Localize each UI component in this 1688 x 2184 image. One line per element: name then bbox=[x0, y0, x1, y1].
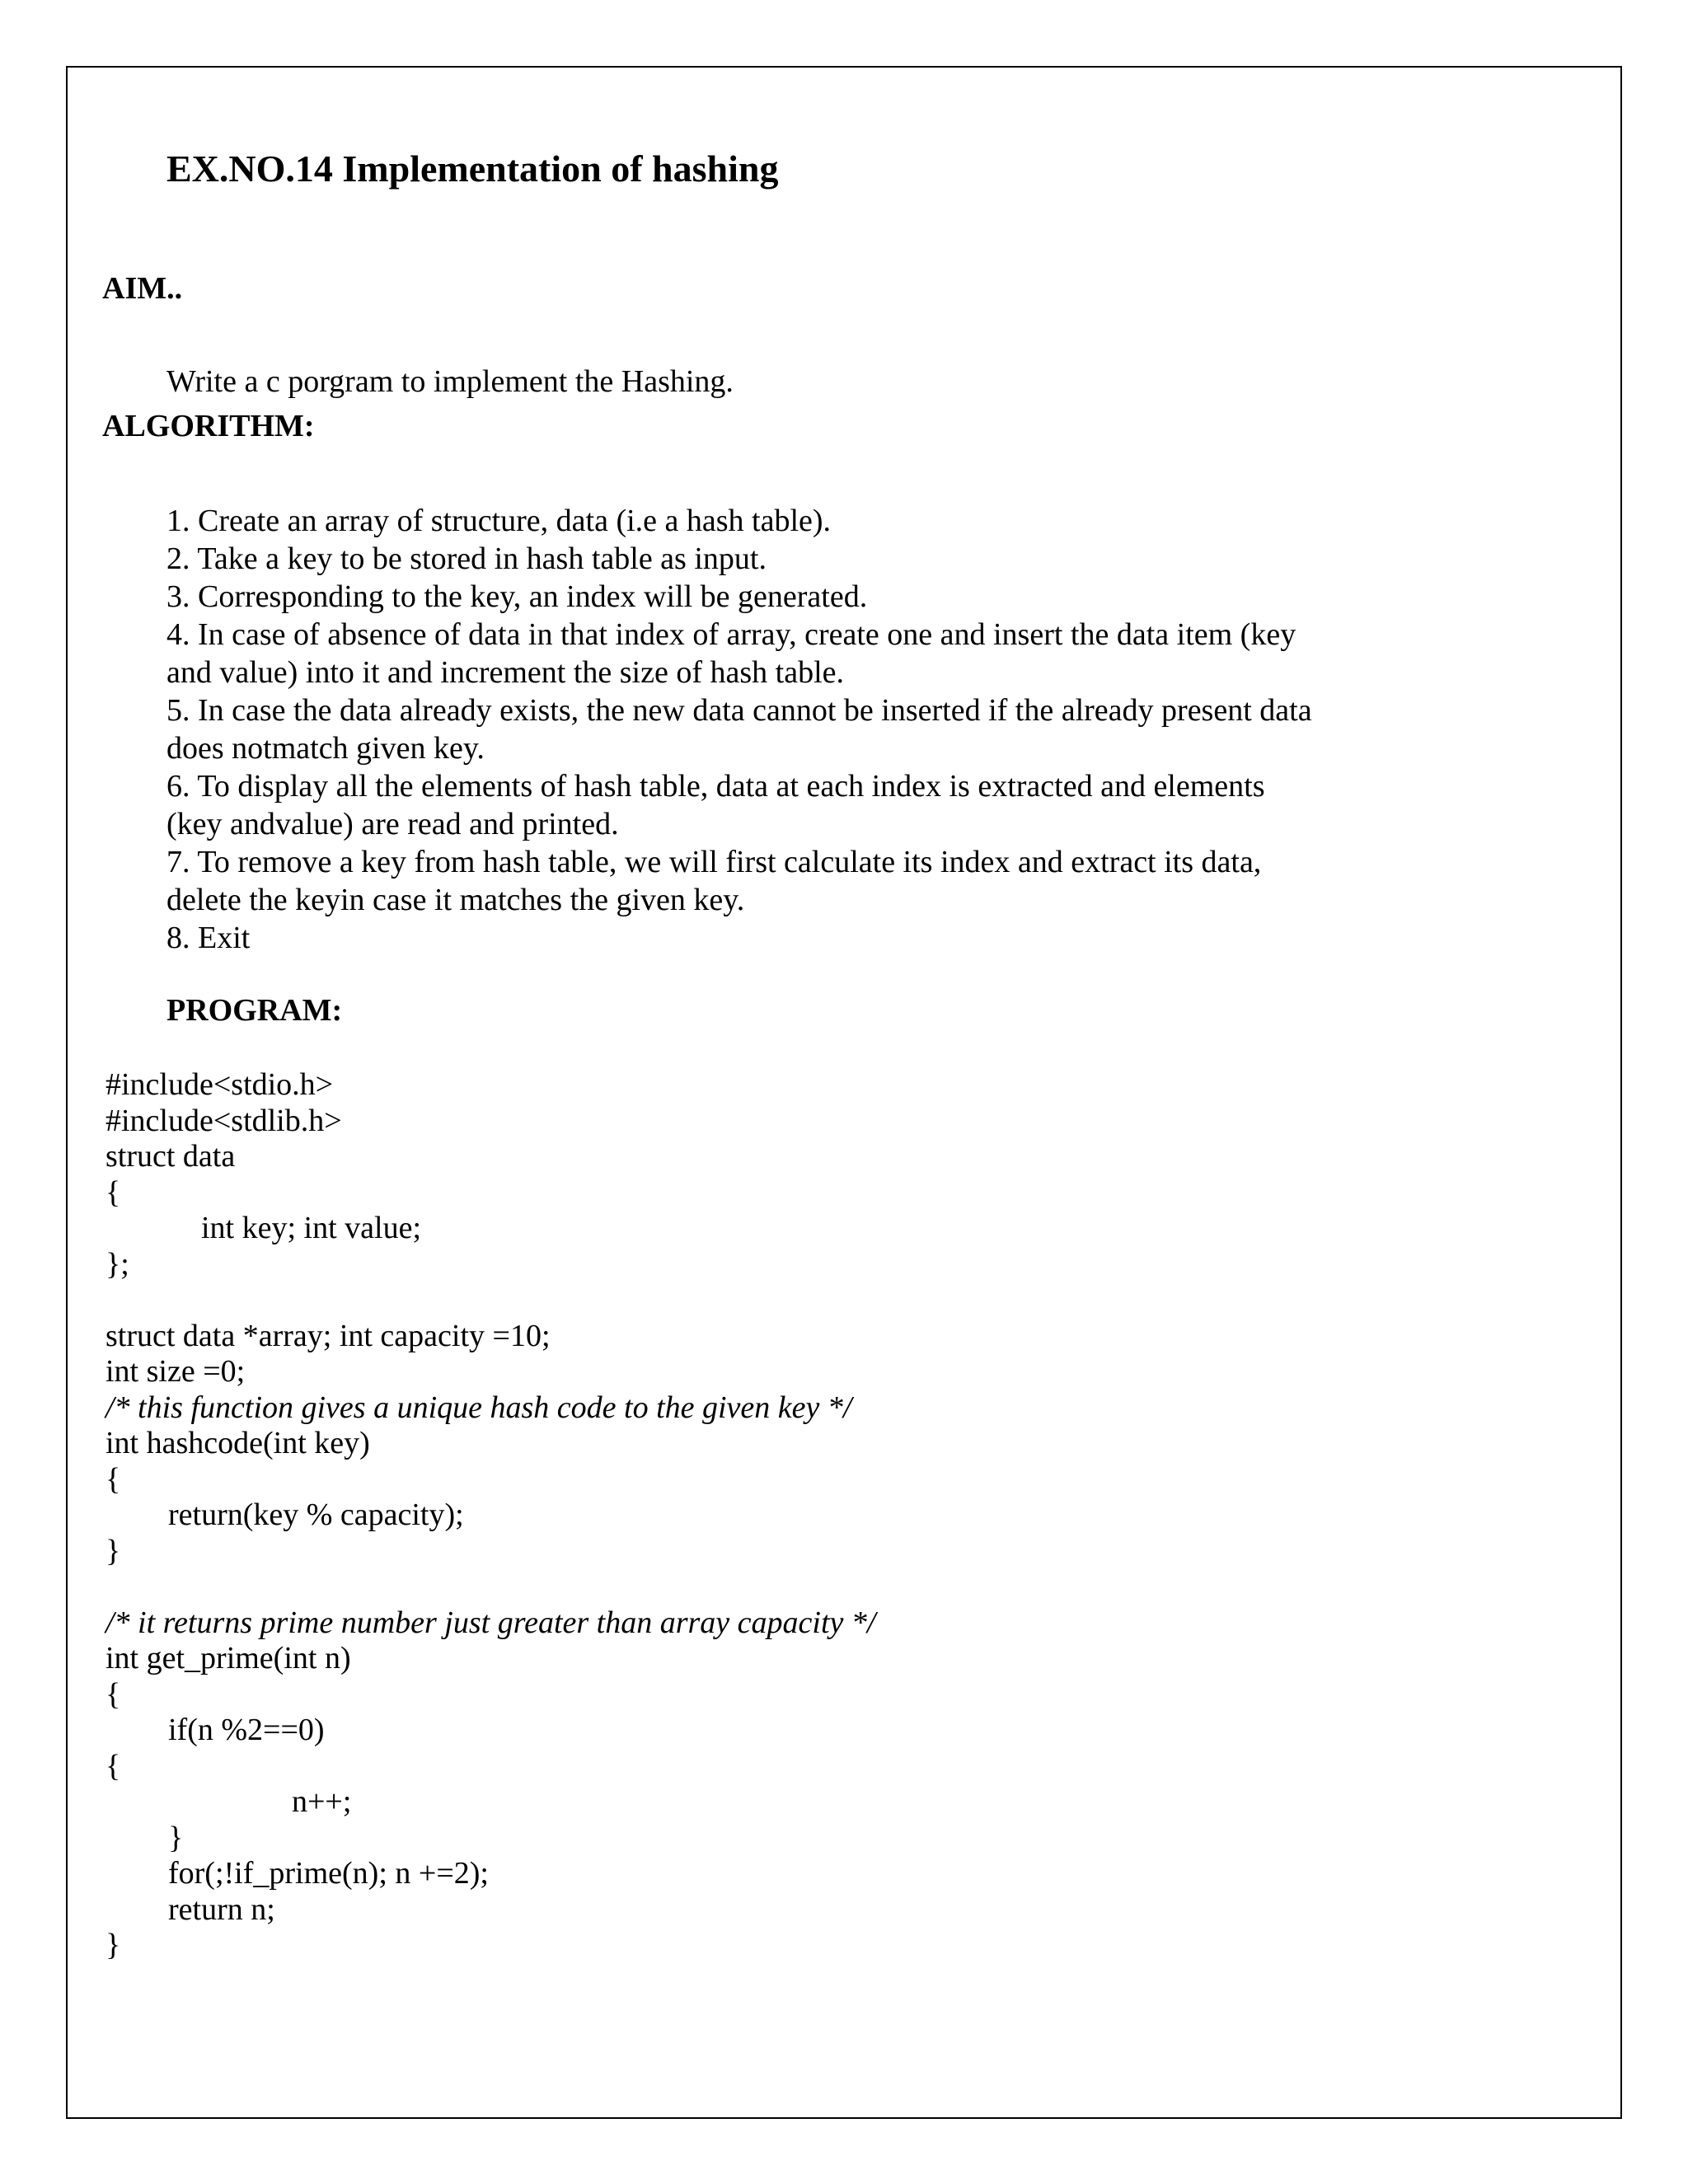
code-line bbox=[106, 1569, 875, 1605]
code-line: int get_prime(int n) bbox=[106, 1641, 351, 1675]
code-line: /* this function gives a unique hash code to the given key */ bbox=[106, 1390, 852, 1425]
algorithm-step-line: does notmatch given key. bbox=[166, 731, 485, 766]
code-line: return n; bbox=[168, 1891, 275, 1927]
algorithm-step-line: (key andvalue) are read and printed. bbox=[166, 807, 619, 841]
code-line: #include<stdlib.h> bbox=[106, 1103, 342, 1138]
document-title: EX.NO.14 Implementation of hashing bbox=[166, 148, 779, 190]
algorithm-step-line: 1. Create an array of structure, data (i.e a hash table). bbox=[166, 504, 832, 538]
code-line: struct data *array; int capacity =10; bbox=[106, 1318, 551, 1353]
code-line: { bbox=[106, 1174, 121, 1210]
code-line: { bbox=[106, 1748, 121, 1783]
code-line: { bbox=[106, 1676, 121, 1712]
code-line: { bbox=[106, 1461, 121, 1497]
algorithm-step-line: 6. To display all the elements of hash table, data at each index is extracted and elements bbox=[166, 769, 1265, 804]
code-line: n++; bbox=[292, 1784, 352, 1819]
algorithm-step-line: 7. To remove a key from hash table, we will first calculate its index and extract its data, bbox=[166, 845, 1262, 879]
code-line: } bbox=[106, 1928, 121, 1962]
aim-heading: AIM.. bbox=[102, 271, 183, 306]
code-line: #include<stdio.h> bbox=[106, 1067, 334, 1102]
code-line: struct data bbox=[106, 1139, 236, 1174]
algorithm-step-line: 4. In case of absence of data in that index of array, create one and insert the data item (key bbox=[166, 617, 1296, 652]
algorithm-step-line: 3. Corresponding to the key, an index will be generated. bbox=[166, 579, 868, 614]
code-line bbox=[106, 1282, 875, 1319]
algorithm-step-line: delete the keyin case it matches the given key. bbox=[166, 883, 745, 917]
code-line: } bbox=[106, 1533, 121, 1568]
code-line: return(key % capacity); bbox=[168, 1497, 464, 1532]
algorithm-list bbox=[166, 502, 1403, 957]
algorithm-step-line: 8. Exit bbox=[166, 921, 251, 955]
aim-text: Write a c porgram to implement the Hashing. bbox=[166, 364, 734, 399]
code-line: }; bbox=[106, 1246, 129, 1282]
code-line: for(;!if_prime(n); n +=2); bbox=[168, 1856, 489, 1891]
code-line: int key; int value; bbox=[201, 1211, 422, 1245]
program-heading: PROGRAM: bbox=[166, 993, 343, 1028]
code-line: int size =0; bbox=[106, 1354, 246, 1389]
code-line: } bbox=[168, 1820, 184, 1855]
algorithm-step-line: 2. Take a key to be stored in hash table as input. bbox=[166, 541, 767, 576]
code-line: /* it returns prime number just greater than array capacity */ bbox=[106, 1605, 876, 1640]
program-code-block bbox=[106, 1067, 875, 1964]
algorithm-step-line: and value) into it and increment the size of hash table. bbox=[166, 655, 844, 690]
code-line: if(n %2==0) bbox=[168, 1713, 325, 1747]
code-line: int hashcode(int key) bbox=[106, 1426, 370, 1460]
algorithm-step-line: 5. In case the data already exists, the new data cannot be inserted if the already present data bbox=[166, 693, 1312, 728]
algorithm-heading: ALGORITHM: bbox=[102, 409, 315, 443]
